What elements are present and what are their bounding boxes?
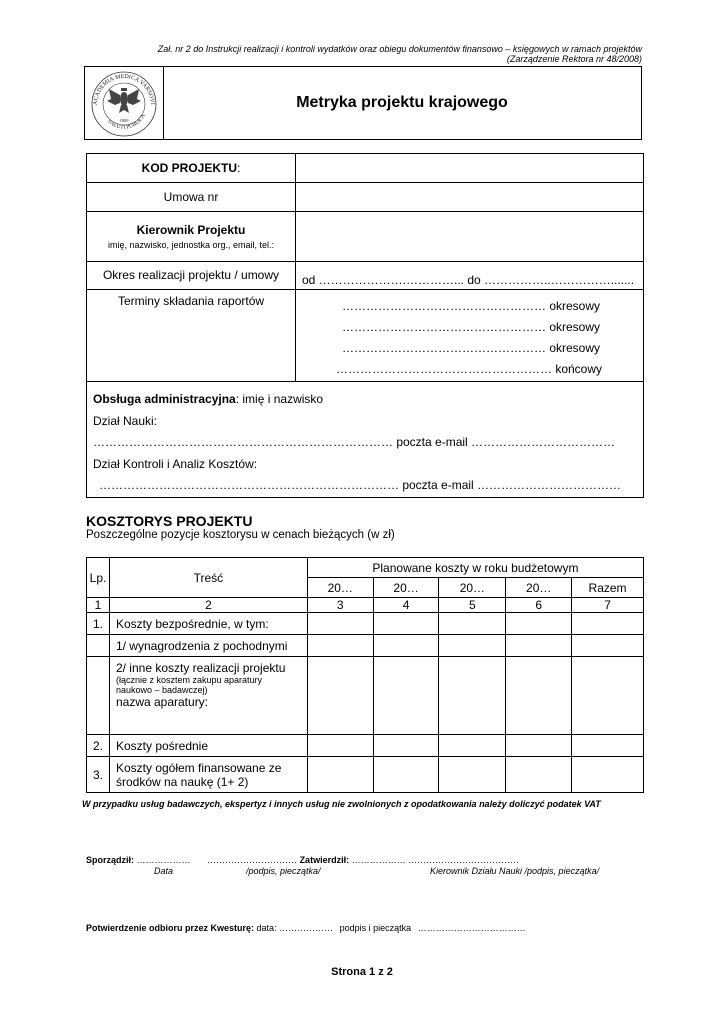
cost-cell[interactable]: [373, 657, 439, 735]
col-number: 2: [109, 598, 307, 613]
col-tresc-header: Treść: [109, 558, 307, 598]
kierownik-sublabel: imię, nazwisko, jednostka org., email, tel.:: [107, 240, 275, 250]
table-row: [87, 613, 644, 635]
cost-cell[interactable]: [373, 757, 439, 793]
table-row: [87, 735, 644, 757]
umowa-value-cell[interactable]: [296, 183, 644, 212]
cost-cell[interactable]: [506, 735, 572, 757]
okres-value[interactable]: od ………………….…………... do ……………..…………….......: [296, 262, 644, 290]
cost-cell[interactable]: [439, 757, 506, 793]
kosztorys-title: KOSZTORYS PROJEKTU: [86, 513, 253, 529]
razem-header: Razem: [572, 578, 644, 598]
dzial-kontroli-line[interactable]: ………………………………………………………………… poczta e-mail ………………………………: [99, 478, 622, 492]
row-text: 2/ inne koszty realizacji projektu: [115, 661, 286, 675]
umowa-label: Umowa nr: [87, 183, 296, 212]
kwestura-line: [86, 923, 526, 933]
raport-line[interactable]: …………………………………………… okresowy: [342, 341, 601, 355]
row-text: Koszty pośrednie: [109, 735, 307, 757]
row-lp: 2.: [87, 735, 110, 757]
cost-cell[interactable]: [439, 657, 506, 735]
col-number: 1: [87, 598, 110, 613]
cost-cell[interactable]: [572, 757, 644, 793]
raporty-cell: [296, 290, 644, 382]
cost-cell[interactable]: [439, 735, 506, 757]
document-title: Metryka projektu krajowego: [296, 94, 508, 111]
raporty-label: Terminy składania raportów: [87, 290, 296, 382]
kwestura-podpis-label: podpis i pieczątka: [339, 923, 412, 933]
kierownik-caption: Kierownik Działu Nauki /podpis, pieczątka/: [430, 866, 600, 876]
dzial-nauki-label: Dział Nauki:: [93, 413, 158, 428]
kod-label-cell: KOD PROJEKTU:: [87, 154, 296, 183]
year-header: 20…: [439, 578, 506, 598]
svg-text:SALUTI PUBLICAE: SALUTI PUBLICA: [106, 113, 147, 131]
kwestura-date-field[interactable]: ………………: [279, 923, 334, 933]
col-number: 7: [572, 598, 644, 613]
kierownik-label: Kierownik Projektu: [136, 223, 246, 237]
data-caption: Data: [154, 866, 174, 876]
year-header: 20…: [373, 578, 439, 598]
vat-note: W przypadku usług badawczych, ekspertyz i innych usług nie zwolnionych z opodatkowania należy doliczyć podatek VAT: [82, 799, 601, 809]
cost-table: [86, 557, 644, 793]
header-line-2: (Zarządzenie Rektora nr 48/2008): [506, 54, 642, 64]
obsluga-heading: Obsługa administracyjna: imię i nazwisko: [93, 392, 324, 406]
col-number: 3: [307, 598, 373, 613]
cost-cell[interactable]: [506, 613, 572, 635]
raport-line[interactable]: …………………………………………… okresowy: [342, 320, 601, 334]
kierownik-label-cell: [87, 212, 296, 262]
svg-text:1809: 1809: [119, 118, 129, 123]
col-number: 4: [373, 598, 439, 613]
zatwierdzil-label: Zatwierdził:: [299, 855, 350, 865]
university-seal: [85, 67, 164, 139]
kierownik-value-cell[interactable]: [296, 212, 644, 262]
row-lp: 3.: [87, 757, 110, 793]
cost-cell[interactable]: [307, 657, 373, 735]
year-header: 20…: [506, 578, 572, 598]
row-text: Koszty ogółem finansowane ze środków na naukę (1+ 2): [109, 757, 307, 793]
obsluga-cell: [87, 382, 644, 498]
row-text-cell: [109, 657, 307, 735]
zatwierdzil-sign-field[interactable]: ……………………………….: [408, 855, 519, 865]
project-metadata-table: [86, 153, 644, 498]
cost-cell[interactable]: [572, 657, 644, 735]
dzial-nauki-line[interactable]: ………………………………………………………………… poczta e-mail ………………………………: [93, 435, 616, 449]
kod-label: KOD PROJEKTU: [141, 161, 237, 175]
row-note: (łącznie z kosztem zakupu aparatury naukowo – badawczej): [115, 675, 263, 695]
cost-cell[interactable]: [572, 613, 644, 635]
kosztorys-subtitle: Poszczególne pozycje kosztorysu w cenach bieżących (w zł): [86, 529, 395, 541]
col-number: 6: [506, 598, 572, 613]
kwestura-data-label: data:: [256, 923, 277, 933]
kod-value-cell[interactable]: [296, 154, 644, 183]
cost-cell[interactable]: [506, 757, 572, 793]
raport-line-final[interactable]: ……………………………………………… końcowy: [336, 362, 603, 376]
cost-cell[interactable]: [572, 735, 644, 757]
kwestura-sign-field[interactable]: ………………………………: [417, 923, 526, 933]
year-header: 20…: [307, 578, 373, 598]
sporzadzil-label: Sporządził:: [86, 855, 135, 865]
cost-cell[interactable]: [307, 757, 373, 793]
cost-cell[interactable]: [572, 635, 644, 657]
sporzadzil-date-field[interactable]: ………………: [136, 855, 191, 865]
title-box: [84, 66, 642, 140]
row-text: 1/ wynagrodzenia z pochodnymi: [109, 635, 307, 657]
eagle-icon: [107, 88, 141, 113]
cost-cell[interactable]: [506, 657, 572, 735]
table-row: [87, 657, 644, 735]
col-number: 5: [439, 598, 506, 613]
page-number: Strona 1 z 2: [331, 966, 393, 978]
row-lp: 1.: [87, 613, 110, 635]
cost-cell[interactable]: [307, 635, 373, 657]
kwestura-label: Potwierdzenie odbioru przez Kwesturę:: [86, 923, 255, 933]
raport-line[interactable]: …………………………………………… okresowy: [342, 299, 601, 313]
cost-cell[interactable]: [373, 635, 439, 657]
cost-cell[interactable]: [439, 635, 506, 657]
dzial-kontroli-label: Dział Kontroli i Analiz Kosztów:: [93, 456, 258, 471]
zatwierdzil-date-field[interactable]: ………………: [351, 855, 406, 865]
cost-cell[interactable]: [307, 613, 373, 635]
cost-cell[interactable]: [439, 613, 506, 635]
cost-cell[interactable]: [506, 635, 572, 657]
cost-cell[interactable]: [373, 735, 439, 757]
cost-cell[interactable]: [373, 613, 439, 635]
row-text: Koszty bezpośrednie, w tym:: [109, 613, 307, 635]
aparatura-label: nazwa aparatury:: [115, 695, 209, 709]
header-line-1: Zał. nr 2 do Instrukcji realizacji i kontroli wydatków oraz obiegu dokumentów finansowo – księgowych w ramach projektów: [157, 44, 642, 54]
table-row: [87, 635, 644, 657]
planned-costs-header: Planowane koszty w roku budżetowym: [307, 558, 643, 578]
cost-cell[interactable]: [307, 735, 373, 757]
podpis-caption: /podpis, pieczątka/: [246, 866, 321, 876]
signature-line: [86, 855, 519, 865]
col-lp-header: Lp.: [87, 558, 110, 598]
okres-label: Okres realizacji projektu / umowy: [87, 262, 296, 290]
svg-text:ACADEMIA MEDICA VARSOVIENSIS: ACADEMIA MEDICA VARSOVI: [92, 73, 156, 106]
table-row: [87, 757, 644, 793]
sporzadzil-sign-field[interactable]: …………………………: [207, 855, 298, 865]
